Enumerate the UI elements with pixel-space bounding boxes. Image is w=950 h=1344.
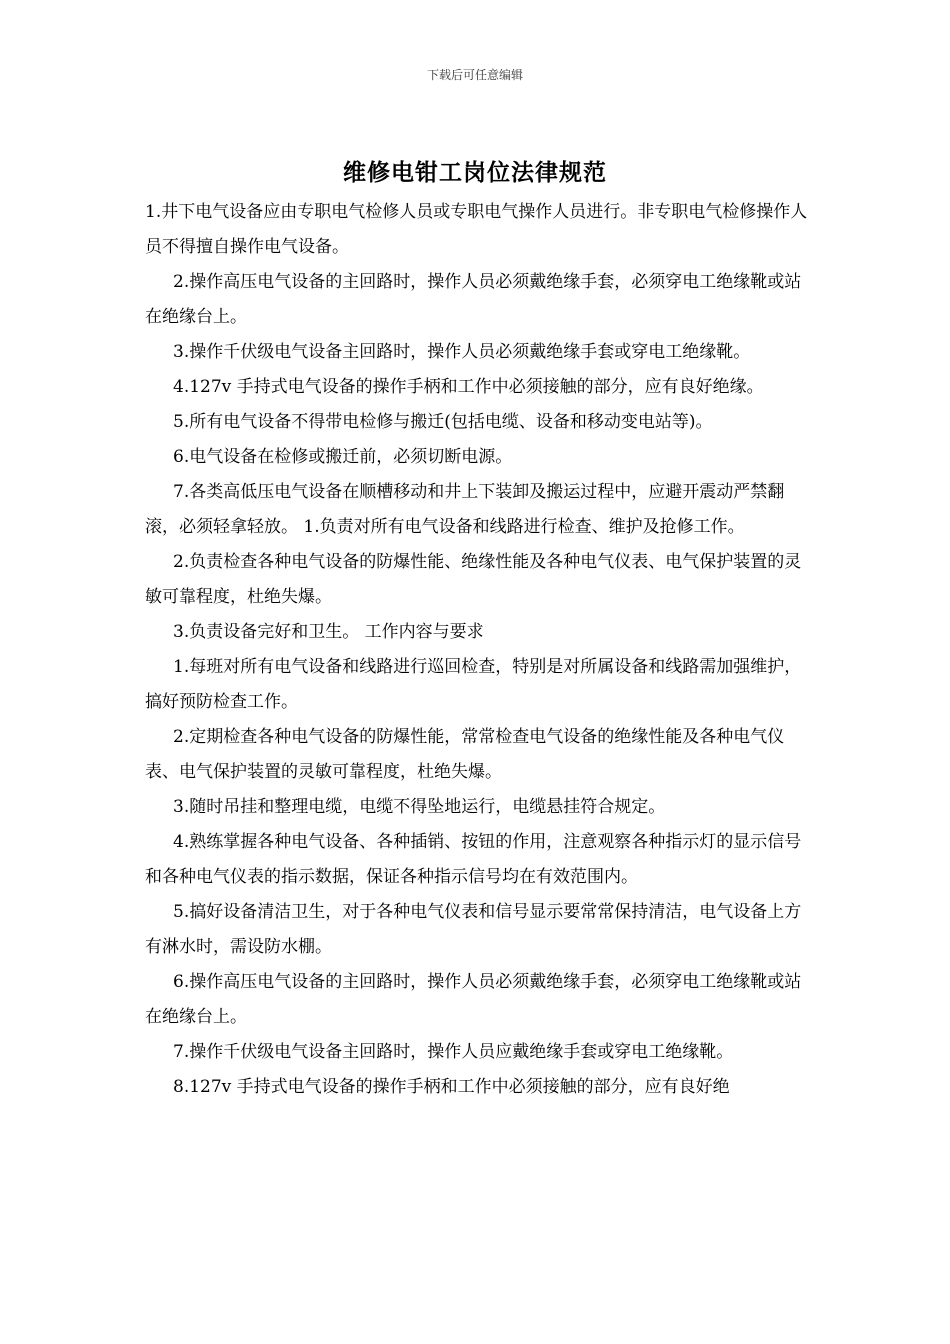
- paragraph: 2.负责检查各种电气设备的防爆性能、绝缘性能及各种电气仪表、电气保护装置的灵敏可靠程度，杜绝失爆。: [145, 552, 802, 607]
- paragraph: 4.熟练掌握各种电气设备、各种插销、按钮的作用，注意观察各种指示灯的显示信号和各种电气仪表的指示数据，保证各种指示信号均在有效范围内。: [145, 832, 802, 887]
- paragraph: 6.操作高压电气设备的主回路时，操作人员必须戴绝缘手套，必须穿电工绝缘靴或站在绝缘台上。: [145, 972, 802, 1027]
- paragraph: 5.搞好设备清洁卫生，对于各种电气仪表和信号显示要常常保持清洁，电气设备上方有淋水时，需设防水棚。: [145, 902, 802, 957]
- paragraph: 5.所有电气设备不得带电检修与搬迁(包括电缆、设备和移动变电站等)。: [173, 412, 713, 432]
- document-title: 维修电钳工岗位法律规范: [343, 159, 607, 186]
- paragraph: 7.各类高低压电气设备在顺槽移动和井上下装卸及搬运过程中，应避开震动严禁翻滚，必须轻拿轻放。 1.负责对所有电气设备和线路进行检查、维护及抢修工作。: [145, 482, 785, 537]
- page-header-note: 下载后可任意编辑: [426, 68, 523, 82]
- paragraph: 2.定期检查各种电气设备的防爆性能，常常检查电气设备的绝缘性能及各种电气仪表、电气保护装置的灵敏可靠程度，杜绝失爆。: [145, 727, 785, 782]
- paragraph: 1.井下电气设备应由专职电气检修人员或专职电气操作人员进行。非专职电气检修操作人员不得擅自操作电气设备。: [145, 202, 808, 257]
- paragraph: 4.127v 手持式电气设备的操作手柄和工作中必须接触的部分，应有良好绝缘。: [173, 377, 764, 397]
- paragraph: 6.电气设备在检修或搬迁前，必须切断电源。: [173, 447, 513, 467]
- document-body: [145, 195, 815, 1105]
- paragraph: 7.操作千伏级电气设备主回路时，操作人员应戴绝缘手套或穿电工绝缘靴。: [173, 1042, 734, 1062]
- paragraph: 3.随时吊挂和整理电缆，电缆不得坠地运行，电缆悬挂符合规定。: [173, 797, 666, 817]
- paragraph: 3.操作千伏级电气设备主回路时，操作人员必须戴绝缘手套或穿电工绝缘靴。: [173, 342, 751, 362]
- paragraph: 8.127v 手持式电气设备的操作手柄和工作中必须接触的部分，应有良好绝: [173, 1077, 730, 1097]
- paragraph: 2.操作高压电气设备的主回路时，操作人员必须戴绝缘手套，必须穿电工绝缘靴或站在绝缘台上。: [145, 272, 802, 327]
- paragraph: 3.负责设备完好和卫生。 工作内容与要求: [173, 622, 484, 642]
- paragraph: 1.每班对所有电气设备和线路进行巡回检查，特别是对所属设备和线路需加强维护，搞好预防检查工作。: [145, 657, 802, 712]
